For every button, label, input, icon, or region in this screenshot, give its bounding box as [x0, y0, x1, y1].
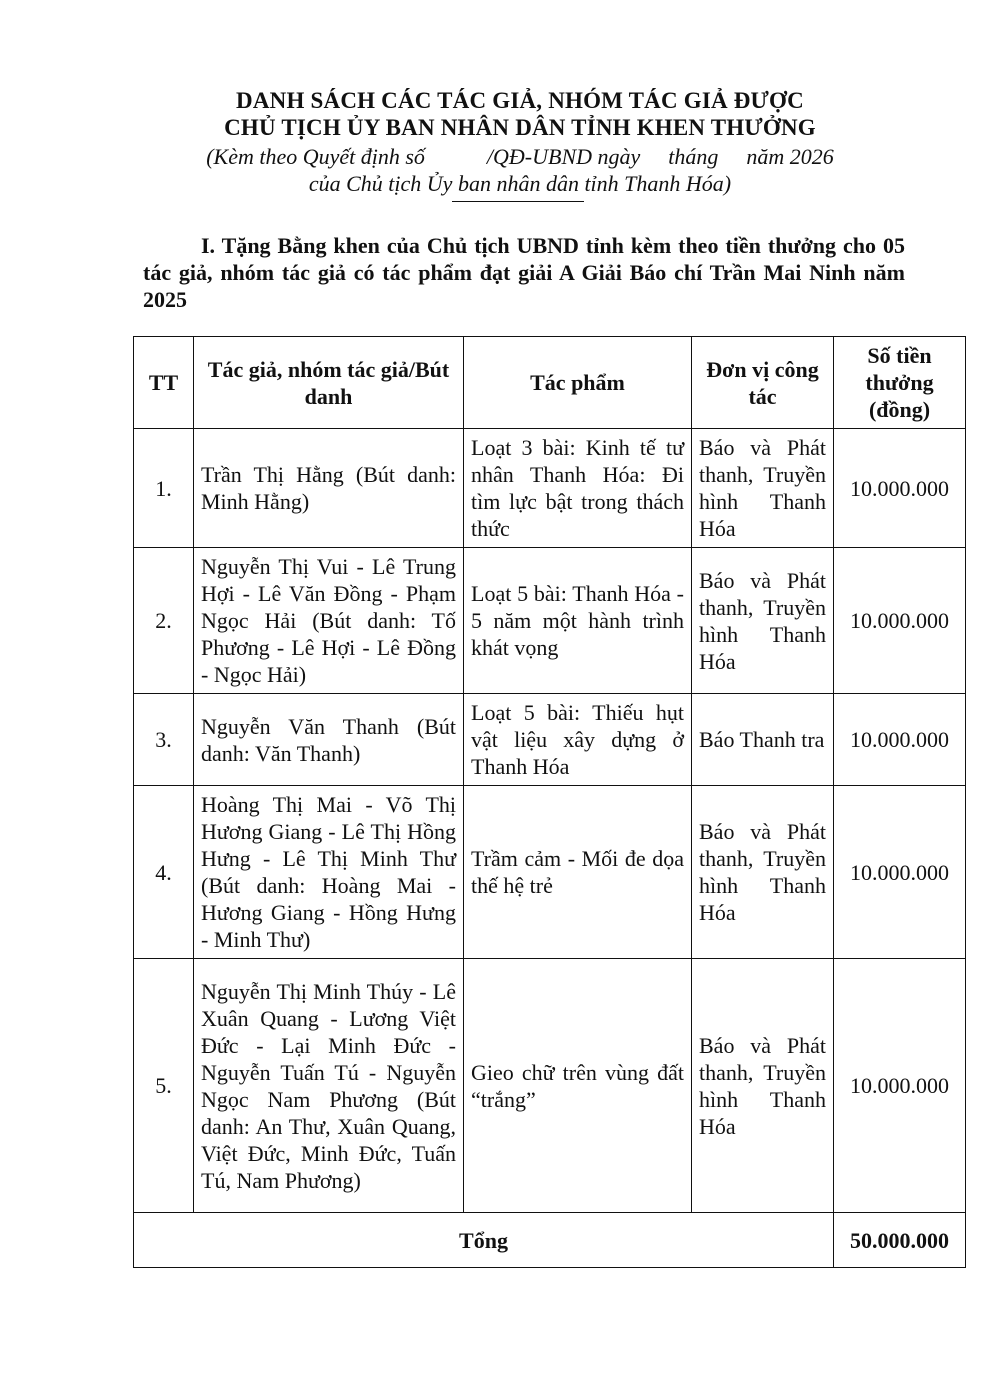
table-row — [134, 786, 966, 959]
row-work: Loạt 5 bài: Thiếu hụt vật liệu xây dựng ở Thanh Hóa — [464, 694, 692, 786]
row-author: Trần Thị Hằng (Bút danh: Minh Hằng) — [194, 429, 464, 548]
row-work: Loạt 5 bài: Thanh Hóa - 5 năm một hành trình khát vọng — [464, 548, 692, 694]
table-header-row — [134, 337, 966, 429]
award-table — [133, 336, 966, 1268]
header-tt: TT — [134, 337, 194, 429]
row-number: 3. — [134, 694, 194, 786]
row-number: 4. — [134, 786, 194, 959]
row-author: Nguyễn Thị Vui - Lê Trung Hợi - Lê Văn Đồng - Phạm Ngọc Hải (Bút danh: Tố Phương - Lê Hợi - Lê Đồng - Ngọc Hải) — [194, 548, 464, 694]
subtitle-part4: năm 2026 — [746, 144, 834, 169]
row-number: 2. — [134, 548, 194, 694]
header-amount: Số tiền thưởng (đồng) — [834, 337, 966, 429]
row-amount: 10.000.000 — [834, 959, 966, 1213]
row-unit: Báo và Phát thanh, Truyền hình Thanh Hóa — [692, 429, 834, 548]
table-row — [134, 429, 966, 548]
header-work: Tác phẩm — [464, 337, 692, 429]
row-work: Gieo chữ trên vùng đất “trắng” — [464, 959, 692, 1213]
row-author: Hoàng Thị Mai - Võ Thị Hương Giang - Lê Thị Hồng Hưng - Lê Thị Minh Thư (Bút danh: Hoàng Mai - Hương Giang - Hồng Hưng - Minh Thư) — [194, 786, 464, 959]
subtitle-part1: (Kèm theo Quyết định số — [206, 144, 425, 169]
section-heading: I. Tặng Bằng khen của Chủ tịch UBND tỉnh kèm theo tiền thưởng cho 05 tác giả, nhóm tác giả có tác phẩm đạt giải A Giải Báo chí Trần Mai Ninh năm 2025 — [143, 233, 905, 312]
subtitle-part2: /QĐ-UBND ngày — [486, 144, 641, 169]
row-amount: 10.000.000 — [834, 694, 966, 786]
header-author: Tác giả, nhóm tác giả/Bút danh — [194, 337, 464, 429]
table-row — [134, 959, 966, 1213]
row-author: Nguyễn Thị Minh Thúy - Lê Xuân Quang - Lương Việt Đức - Lại Minh Đức - Nguyễn Tuấn Tú - Nguyễn Ngọc Nam Phương (Bút danh: An Thư, Xuân Quang, Việt Đức, Minh Đức, Tuấn Tú, Nam Phương) — [194, 959, 464, 1213]
row-author: Nguyễn Văn Thanh (Bút danh: Văn Thanh) — [194, 694, 464, 786]
row-amount: 10.000.000 — [834, 548, 966, 694]
subtitle-part3: tháng — [668, 144, 719, 169]
document-subtitle-line1 — [0, 144, 1000, 170]
document-title-line1: DANH SÁCH CÁC TÁC GIẢ, NHÓM TÁC GIẢ ĐƯỢC — [236, 88, 804, 113]
row-unit: Báo Thanh tra — [692, 694, 834, 786]
row-number: 1. — [134, 429, 194, 548]
document-title-line2: CHỦ TỊCH ỦY BAN NHÂN DÂN TỈNH KHEN THƯỞNG — [224, 115, 816, 140]
row-work: Loạt 3 bài: Kinh tế tư nhân Thanh Hóa: Đi tìm lực bật trong thách thức — [464, 429, 692, 548]
total-value: 50.000.000 — [834, 1213, 966, 1268]
total-label: Tổng — [134, 1213, 834, 1268]
header-unit: Đơn vị công tác — [692, 337, 834, 429]
row-unit: Báo và Phát thanh, Truyền hình Thanh Hóa — [692, 548, 834, 694]
row-amount: 10.000.000 — [834, 786, 966, 959]
table-row — [134, 694, 966, 786]
row-unit: Báo và Phát thanh, Truyền hình Thanh Hóa — [692, 786, 834, 959]
row-unit: Báo và Phát thanh, Truyền hình Thanh Hóa — [692, 959, 834, 1213]
document-subtitle-line2: của Chủ tịch Ủy ban nhân dân tỉnh Thanh Hóa) — [308, 171, 732, 196]
row-work: Trầm cảm - Mối đe dọa thế hệ trẻ — [464, 786, 692, 959]
title-underline — [452, 201, 584, 202]
table-total-row — [134, 1213, 966, 1268]
table-row — [134, 548, 966, 694]
row-amount: 10.000.000 — [834, 429, 966, 548]
row-number: 5. — [134, 959, 194, 1213]
